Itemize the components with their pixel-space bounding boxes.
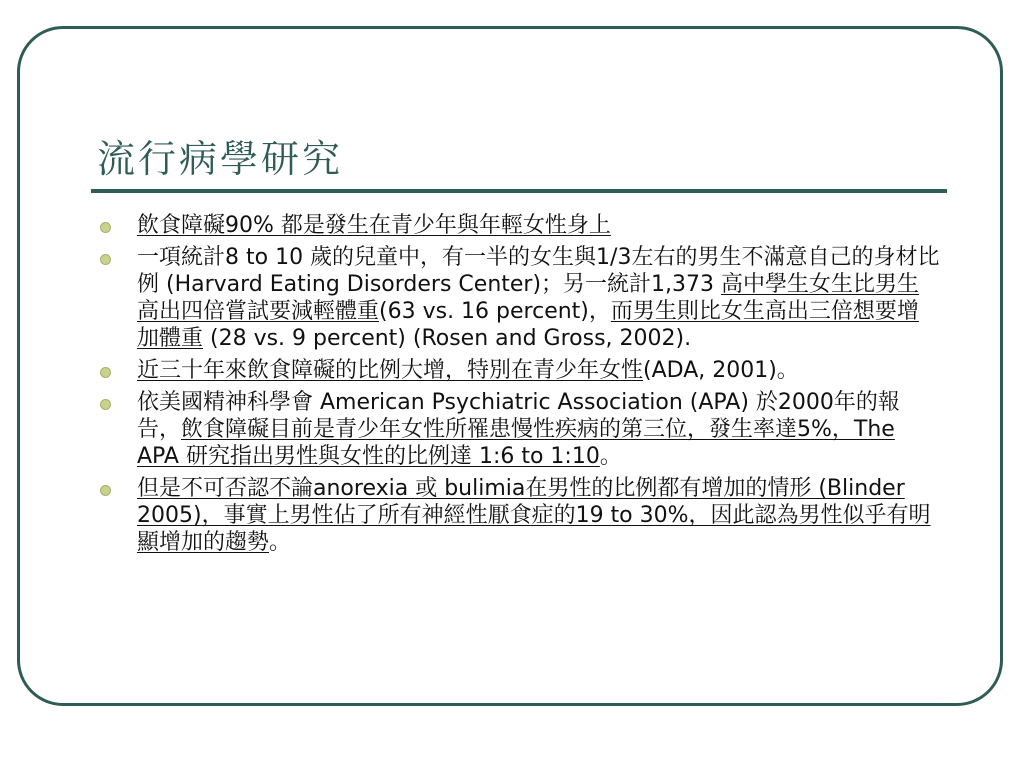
bullet-list <box>100 212 940 561</box>
bullet-text: (28 vs. 9 percent) (Rosen and Gross, 2002). <box>203 326 692 351</box>
title-divider <box>91 189 947 193</box>
slide-title: 流行病學研究 <box>97 137 344 181</box>
bullet-dot-icon <box>100 485 111 496</box>
bullet-item <box>100 244 940 352</box>
bullet-text: (ADA, 2001)。 <box>643 358 799 383</box>
underlined-text: 飲食障礙90% 都是發生在青少年與年輕女性身上 <box>137 213 611 238</box>
bullet-item <box>100 475 940 556</box>
bullet-item <box>100 357 940 384</box>
bullet-item <box>100 212 940 239</box>
bullet-text: (63 vs. 16 percent)， <box>379 299 611 324</box>
underlined-text: 高中學生女生比男生高出四倍嘗試要減輕體重 <box>137 272 920 324</box>
underlined-text: 近三十年來飲食障礙的比例大增，特別在青少年女性 <box>137 358 644 383</box>
underlined-text: 但是不可否認不論anorexia 或 bulimia在男性的比例都有增加的情形 (Blinder 2005)，事實上男性佔了所有神經性厭食症的19 to 30%，因此認為男性似乎有明顯增加的趨勢 <box>137 476 931 555</box>
bullet-text: 。 <box>269 530 292 555</box>
bullet-dot-icon <box>100 367 111 378</box>
bullet-dot-icon <box>100 254 111 265</box>
bullet-item <box>100 389 940 470</box>
underlined-text: 而男生則比女生高出三倍想要增加體重 <box>137 299 919 351</box>
bullet-dot-icon <box>100 399 111 410</box>
bullet-text: 依美國精神科學會 American Psychiatric Association (APA) 於2000年的報告， <box>137 390 900 442</box>
bullet-dot-icon <box>100 222 111 233</box>
bullet-text: 一項統計8 to 10 歲的兒童中，有一半的女生與1/3左右的男生不滿意自己的身材比例 (Harvard Eating Disorders Center)；另一統計1,373 <box>137 245 940 297</box>
underlined-text: 飲食障礙目前是青少年女性所罹患慢性疾病的第三位，發生率達5%，The APA 研究指出男性與女性的比例達 1:6 to 1:10 <box>137 417 895 469</box>
bullet-text: 。 <box>599 444 622 469</box>
